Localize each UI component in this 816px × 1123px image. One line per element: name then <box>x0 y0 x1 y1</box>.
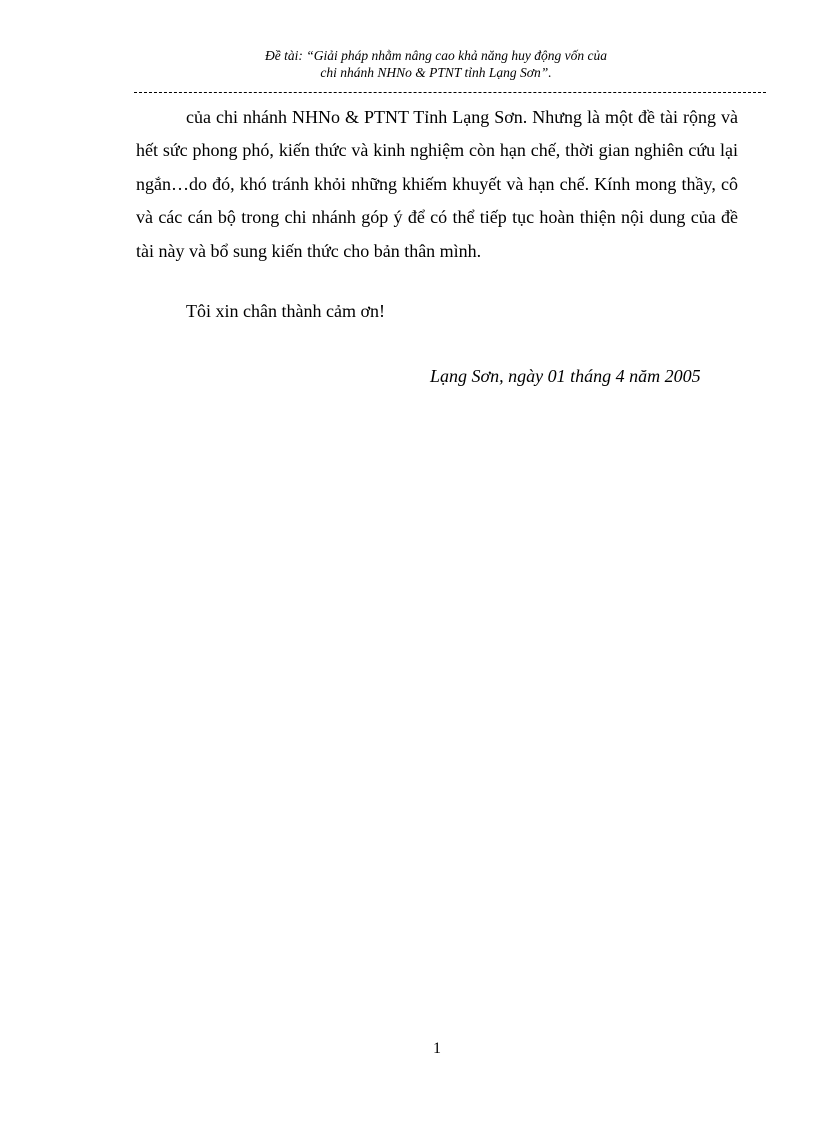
thanks-line: Tôi xin chân thành cảm ơn! <box>186 301 385 321</box>
page-header <box>136 47 736 81</box>
body-paragraph: của chi nhánh NHNo & PTNT Tỉnh Lạng Sơn. Nhưng là một đề tài rộng và hết sức phong phó, kiến thức và kinh nghiệm còn hạn chế, thời gian nghiên cứu lại ngắn…do đó, khó tránh khỏi những khiếm khuyết và hạn chế. Kính mong thầy, cô và các cán bộ trong chi nhánh góp ý để có thể tiếp tục hoàn thiện nội dung của đề tài này và bổ sung kiến thức cho bản thân mình. <box>136 107 738 261</box>
date-line: Lạng Sơn, ngày 01 tháng 4 năm 2005 <box>430 366 701 386</box>
document-body <box>136 101 738 268</box>
header-title-line-2: chi nhánh NHNo & PTNT tỉnh Lạng Sơn”. <box>320 65 552 80</box>
page-number: 1 <box>433 1040 441 1057</box>
header-divider <box>134 92 766 93</box>
header-title-line-1: Đề tài: “Giải pháp nhằm nâng cao khả năng huy động vốn của <box>265 48 607 63</box>
